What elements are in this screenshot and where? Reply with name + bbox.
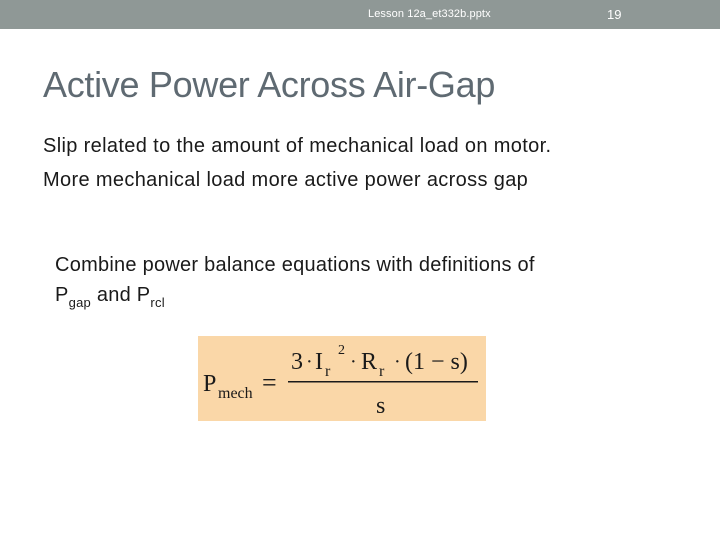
formula-box: [198, 336, 486, 421]
formula-equals: =: [262, 368, 277, 397]
formula-current-exponent: 2: [338, 343, 345, 358]
formula-coefficient: 3: [291, 349, 303, 375]
mechanical-power-formula: [198, 336, 486, 421]
body-line-2: More mechanical load more active power across gap: [43, 169, 529, 191]
formula-resistance-subscript: r: [379, 363, 385, 380]
formula-current-subscript: r: [325, 363, 331, 380]
formula-resistance: R: [361, 349, 378, 375]
combine-line-2: [55, 284, 165, 310]
p-gap-symbol: P: [55, 284, 69, 306]
p-rcl-subscript: rcl: [150, 295, 165, 310]
formula-dot-1: ·: [306, 351, 313, 373]
p-rcl-symbol: P: [136, 284, 151, 306]
formula-lhs: P: [203, 371, 217, 397]
p-gap-subscript: gap: [68, 295, 92, 310]
header-bar: [0, 0, 720, 29]
formula-dot-3: ·: [394, 351, 401, 373]
formula-denominator: s: [376, 393, 386, 419]
formula-current: I: [315, 349, 323, 375]
slide-title: Active Power Across Air-Gap: [43, 64, 496, 105]
combine-line-1: Combine power balance equations with definitions of: [55, 254, 535, 276]
slide-number: 19: [607, 7, 622, 22]
formula-lhs-subscript: mech: [218, 385, 253, 402]
body-line-1: Slip related to the amount of mechanical load on motor.: [43, 135, 552, 157]
fraction-bar: [288, 381, 478, 383]
formula-slip-term: (1 − s): [405, 349, 468, 375]
formula-dot-2: ·: [350, 351, 357, 373]
and-word: and: [91, 284, 137, 306]
file-name: Lesson 12a_et332b.pptx: [368, 8, 491, 20]
